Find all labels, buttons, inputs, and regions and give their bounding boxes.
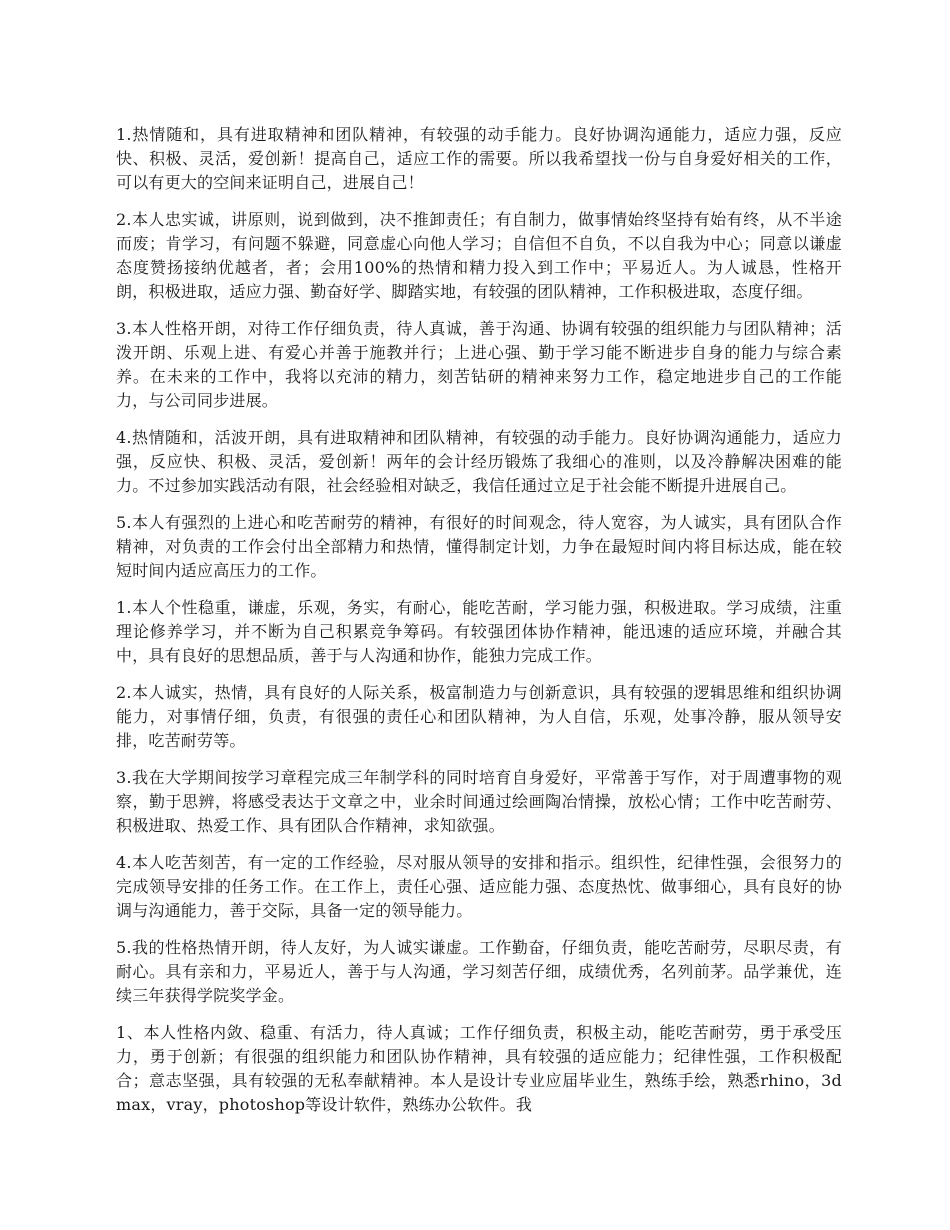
- paragraph-11: 1、本人性格内敛、稳重、有活力，待人真诚；工作仔细负责，积极主动，能吃苦耐劳，勇于承受压力，勇于创新；有很强的组织能力和团队协作精神，具有较强的适应能力；纪律性强，工作积极配合；意志坚强，具有较强的无私奉献精神。本人是设计专业应届毕业生，熟练手绘，熟悉rhino，3dmax，vray，photoshop等设计软件，熟练办公软件。我: [116, 1023, 842, 1114]
- paragraph-8: 3.我在大学期间按学习章程完成三年制学科的同时培育自身爱好，平常善于写作，对于周遭事物的观察，勤于思辨，将感受表达于文章之中，业余时间通过绘画陶冶情操，放松心情；工作中吃苦耐劳、积极进取、热爱工作、具有团队合作精神，求知欲强。: [116, 768, 842, 835]
- paragraph-6: 1.本人个性稳重，谦虚，乐观，务实，有耐心，能吃苦耐，学习能力强，积极进取。学习成绩，注重理论修养学习，并不断为自己积累竞争筹码。有较强团体协作精神，能迅速的适应环境，并融合其中，具有良好的思想品质，善于与人沟通和协作，能独力完成工作。: [116, 598, 842, 665]
- paragraph-5: 5.本人有强烈的上进心和吃苦耐劳的精神，有很好的时间观念，待人宽容，为人诚实，具有团队合作精神，对负责的工作会付出全部精力和热情，懂得制定计划，力争在最短时间内将目标达成，能在较短时间内适应高压力的工作。: [116, 513, 842, 580]
- document-body: [116, 123, 842, 1130]
- paragraph-3: 3.本人性格开朗，对待工作仔细负责，待人真诚，善于沟通、协调有较强的组织能力与团队精神；活泼开朗、乐观上进、有爱心并善于施教并行；上进心强、勤于学习能不断进步自身的能力与综合素养。在未来的工作中，我将以充沛的精力，刻苦钻研的精神来努力工作，稳定地进步自己的工作能力，与公司同步进展。: [116, 319, 842, 410]
- paragraph-7: 2.本人诚实，热情，具有良好的人际关系，极富制造力与创新意识，具有较强的逻辑思维和组织协调能力，对事情仔细，负责，有很强的责任心和团队精神，为人自信，乐观，处事冷静，服从领导安排，吃苦耐劳等。: [116, 683, 842, 750]
- paragraph-1: 1.热情随和，具有进取精神和团队精神，有较强的动手能力。良好协调沟通能力，适应力强，反应快、积极、灵活，爱创新！提高自己，适应工作的需要。所以我希望找一份与自身爱好相关的工作，可以有更大的空间来证明自己，进展自己！: [116, 125, 842, 192]
- paragraph-2: 2.本人忠实诚，讲原则，说到做到，决不推卸责任；有自制力，做事情始终坚持有始有终，从不半途而废；肯学习，有问题不躲避，同意虚心向他人学习；自信但不自负，不以自我为中心；同意以谦虚态度赞扬接纳优越者，者；会用100%的热情和精力投入到工作中；平易近人。为人诚恳，性格开朗，积极进取，适应力强、勤奋好学、脚踏实地，有较强的团队精神，工作积极进取，态度仔细。: [116, 210, 842, 301]
- paragraph-4: 4.热情随和，活波开朗，具有进取精神和团队精神，有较强的动手能力。良好协调沟通能力，适应力强，反应快、积极、灵活，爱创新！两年的会计经历锻炼了我细心的准则，以及冷静解决困难的能力。不过参加实践活动有限，社会经验相对缺乏，我信任通过立足于社会能不断提升进展自己。: [116, 428, 842, 495]
- paragraph-9: 4.本人吃苦刻苦，有一定的工作经验，尽对服从领导的安排和指示。组织性，纪律性强，会很努力的完成领导安排的任务工作。在工作上，责任心强、适应能力强、态度热忱、做事细心，具有良好的协调与沟通能力，善于交际，具备一定的领导能力。: [116, 853, 842, 920]
- paragraph-10: 5.我的性格热情开朗，待人友好，为人诚实谦虚。工作勤奋，仔细负责，能吃苦耐劳，尽职尽责，有耐心。具有亲和力，平易近人，善于与人沟通，学习刻苦仔细，成绩优秀，名列前茅。品学兼优，连续三年获得学院奖学金。: [116, 938, 842, 1005]
